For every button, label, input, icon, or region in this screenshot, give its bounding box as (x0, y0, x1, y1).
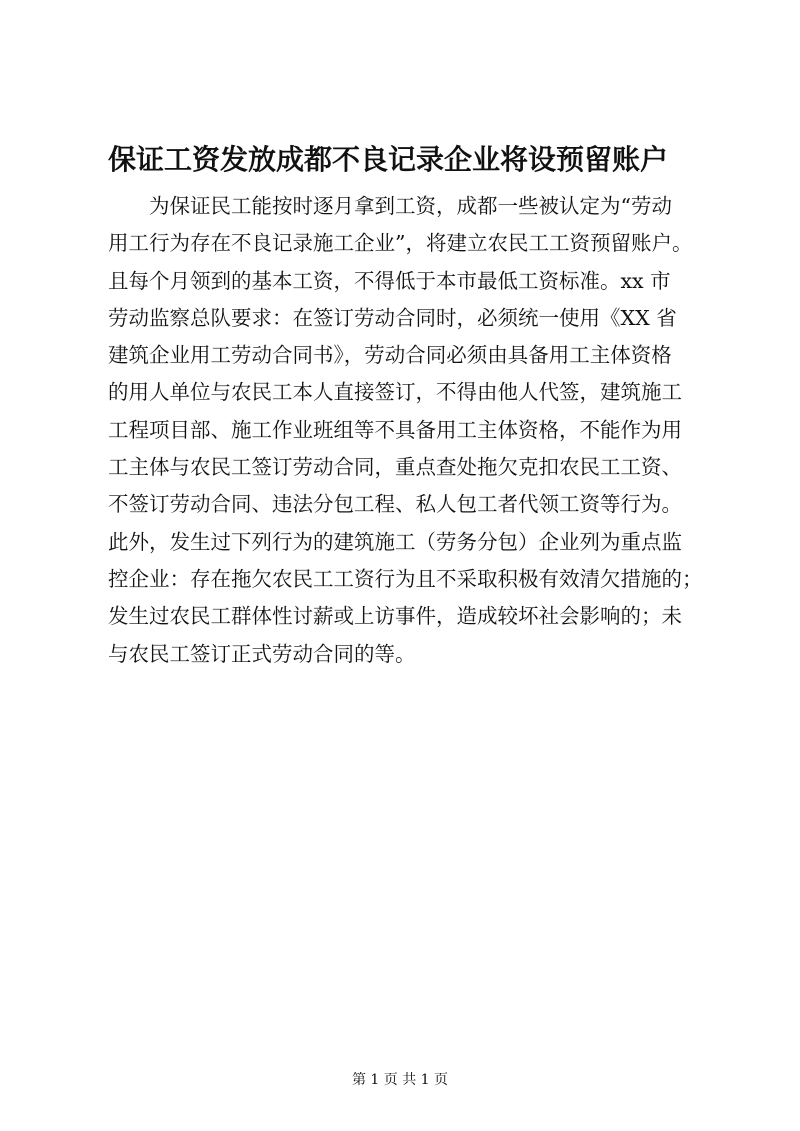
body-line: 工程项目部、施工作业班组等不具备用工主体资格，不能作为用 (108, 417, 682, 442)
body-line: 建筑企业用工劳动合同书》，劳动合同必须由具备用工主体资格 (108, 343, 672, 368)
body-line: 劳动监察总队要求：在签订劳动合同时，必须统一使用《XX 省 (108, 305, 677, 330)
body-line: 用工行为存在不良记录施工企业”，将建立农民工工资预留账户。 (108, 231, 693, 256)
body-line: 的用人单位与农民工本人直接签订，不得由他人代签，建筑施工 (108, 380, 682, 405)
body-line: 且每个月领到的基本工资，不得低于本市最低工资标准。xx 市 (108, 268, 671, 293)
body-line: 此外，发生过下列行为的建筑施工（劳务分包）企业列为重点监 (108, 529, 682, 554)
body-line: 不签订劳动合同、违法分包工程、私人包工者代领工资等行为。 (108, 492, 682, 517)
article-body (108, 188, 708, 673)
body-line: 控企业：存在拖欠农民工工资行为且不采取积极有效清欠措施的； (108, 566, 703, 591)
body-line: 发生过农民工群体性讨薪或上访事件，造成较坏社会影响的；未 (108, 604, 682, 629)
body-line: 为保证民工能按时逐月拿到工资，成都一些被认定为“劳动 (108, 194, 672, 218)
body-line: 与农民工签订正式劳动合同的等。 (108, 641, 416, 666)
page-footer: 第 1 页 共 1 页 (351, 1072, 449, 1088)
body-line: 工主体与农民工签订劳动合同，重点查处拖欠克扣农民工工资、 (108, 455, 682, 480)
document-title: 保证工资发放成都不良记录企业将设预留账户 (108, 143, 669, 176)
